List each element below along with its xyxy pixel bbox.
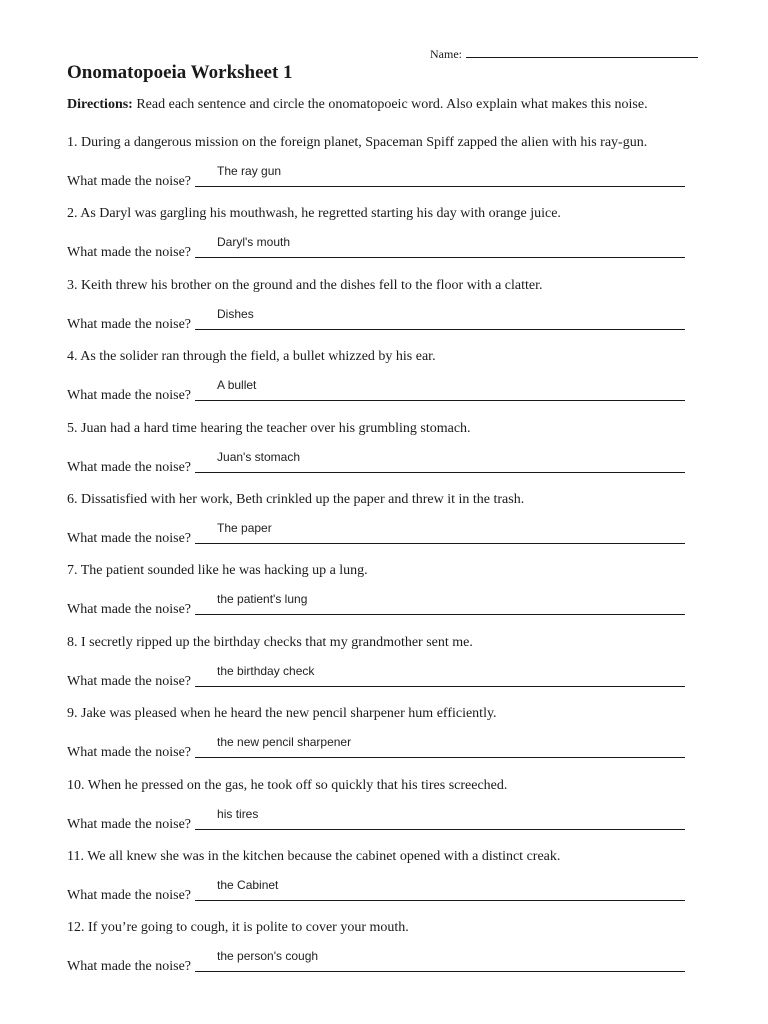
worksheet-title: Onomatopoeia Worksheet 1 <box>67 62 293 83</box>
answer-prompt: What made the noise? <box>67 316 192 332</box>
handwritten-answer: the new pencil sharpener <box>217 735 352 750</box>
directions-text: Read each sentence and circle the onomatopoeic word. Also explain what makes this noise. <box>132 97 648 112</box>
question-sentence: 12. If you’re going to cough, it is polite to cover your mouth. <box>67 920 409 936</box>
handwritten-answer: The ray gun <box>217 164 282 178</box>
answer-blank-line[interactable] <box>195 521 685 544</box>
answer-row <box>67 449 685 476</box>
answer-prompt: What made the noise? <box>67 531 192 546</box>
answer-prompt: What made the noise? <box>67 245 192 261</box>
answer-blank-line[interactable] <box>195 164 685 187</box>
question-item <box>67 205 707 261</box>
question-sentence: 4. As the solider ran through the field, a bullet whizzed by his ear. <box>67 349 436 365</box>
handwritten-answer: the patient's lung <box>217 592 308 607</box>
answer-blank-line[interactable] <box>195 235 685 258</box>
question-sentence: 3. Keith threw his brother on the ground and the dishes fell to the floor with a clatter. <box>67 277 543 293</box>
answer-blank-line[interactable] <box>195 878 685 901</box>
name-label: Name: <box>430 47 462 61</box>
question-item <box>67 491 707 546</box>
answer-prompt: What made the noise? <box>67 888 192 903</box>
answer-row <box>67 592 685 618</box>
answer-prompt: What made the noise? <box>67 745 192 761</box>
question-item <box>67 420 707 475</box>
question-item <box>67 134 707 189</box>
answer-prompt: What made the noise? <box>67 388 192 404</box>
handwritten-answer: Daryl's mouth <box>217 235 290 250</box>
answer-row <box>67 521 685 547</box>
question-item <box>67 277 707 332</box>
answer-prompt: What made the noise? <box>67 174 192 189</box>
handwritten-answer: his tires <box>217 806 259 821</box>
answer-blank-line[interactable] <box>195 592 685 615</box>
answer-row <box>67 735 685 761</box>
answer-blank-line[interactable] <box>195 949 685 972</box>
answer-prompt: What made the noise? <box>67 602 192 618</box>
name-blank-line <box>466 45 698 58</box>
question-item <box>67 848 707 903</box>
question-item <box>67 348 707 404</box>
answer-blank-line[interactable] <box>195 306 685 330</box>
answer-row <box>67 235 685 261</box>
answer-blank-line[interactable] <box>195 663 685 687</box>
answer-prompt: What made the noise? <box>67 673 192 689</box>
answer-blank-line[interactable] <box>195 806 685 830</box>
handwritten-answer: Dishes <box>217 306 254 321</box>
answer-row <box>67 663 685 690</box>
question-item <box>67 634 707 689</box>
directions-label: Directions: <box>67 97 133 112</box>
answer-prompt: What made the noise? <box>67 959 192 975</box>
question-sentence: 8. I secretly ripped up the birthday checks that my grandmother sent me. <box>67 634 473 650</box>
answer-blank-line[interactable] <box>195 735 685 758</box>
handwritten-answer: The paper <box>217 521 272 535</box>
answer-blank-line[interactable] <box>195 378 685 401</box>
handwritten-answer: the Cabinet <box>217 878 279 892</box>
handwritten-answer: Juan's stomach <box>217 449 301 464</box>
question-sentence: 5. Juan had a hard time hearing the teacher over his grumbling stomach. <box>67 420 471 436</box>
question-sentence: 7. The patient sounded like he was hacking up a lung. <box>67 563 368 579</box>
answer-prompt: What made the noise? <box>67 459 192 475</box>
question-sentence: 2. As Daryl was gargling his mouthwash, he regretted starting his day with orange juice. <box>67 206 561 222</box>
question-sentence: 10. When he pressed on the gas, he took off so quickly that his tires screeched. <box>67 777 508 793</box>
question-sentence: 1. During a dangerous mission on the foreign planet, Spaceman Spiff zapped the alien with his ray-gun. <box>67 135 648 150</box>
handwritten-answer: A bullet <box>217 378 257 393</box>
question-sentence: 6. Dissatisfied with her work, Beth crinkled up the paper and threw it in the trash. <box>67 492 525 507</box>
question-item <box>67 919 707 975</box>
answer-row <box>67 949 685 975</box>
question-sentence: 9. Jake was pleased when he heard the new pencil sharpener hum efficiently. <box>67 706 497 722</box>
answer-row <box>67 878 685 904</box>
answer-row <box>67 806 685 833</box>
answer-row <box>67 378 685 404</box>
handwritten-answer: the person's cough <box>217 949 319 964</box>
question-item <box>67 777 707 832</box>
answer-prompt: What made the noise? <box>67 816 192 832</box>
directions <box>67 97 648 113</box>
question-item <box>67 562 707 618</box>
name-field <box>430 45 698 62</box>
question-sentence: 11. We all knew she was in the kitchen because the cabinet opened with a distinct creak. <box>67 849 561 864</box>
answer-row <box>67 306 685 333</box>
handwritten-answer: the birthday check <box>217 663 315 678</box>
question-item <box>67 705 707 761</box>
answer-blank-line[interactable] <box>195 449 685 473</box>
answer-row <box>67 164 685 190</box>
